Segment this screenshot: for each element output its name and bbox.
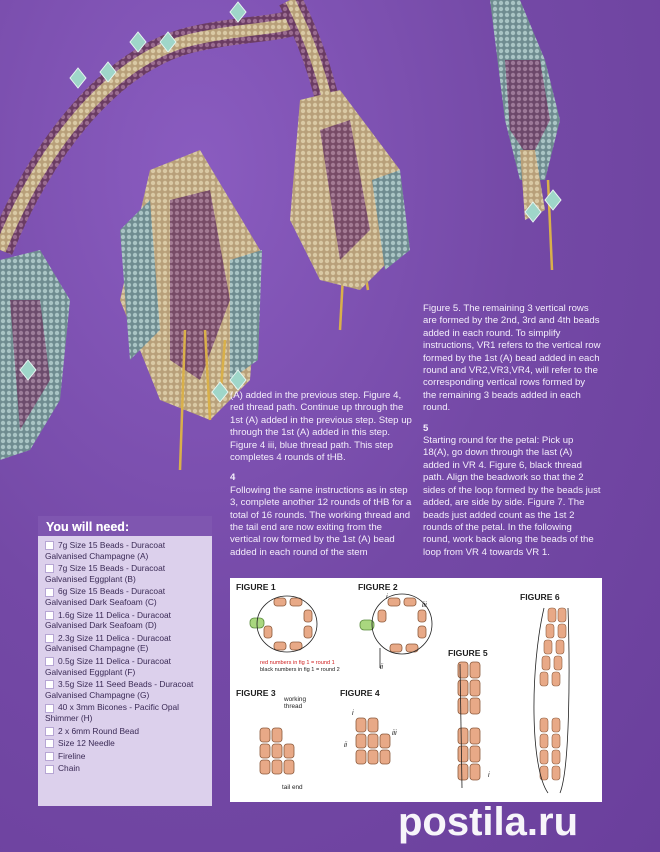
figure-2-label-iii: iii (422, 602, 427, 609)
figure-4-label-iii: iii (392, 730, 397, 737)
checkbox-icon (45, 588, 54, 597)
material-item: 1.6g Size 11 Delica - Duracoat Galvanised Dark Seafoam (D) (45, 609, 171, 631)
material-item: 7g Size 15 Beads - Duracoat Galvanised Champagne (A) (45, 540, 166, 561)
material-item: 6g Size 15 Beads - Duracoat Galvanised Dark Seafoam (C) (45, 586, 166, 607)
figure-4-label-ii: ii (344, 742, 348, 749)
materials-box (38, 516, 212, 806)
materials-title: You will need: (46, 520, 130, 534)
figure-3-working-thread-label: working thread (284, 696, 307, 710)
figure-2-label-ii: ii (380, 664, 384, 671)
material-item: 0.5g Size 11 Delica - Duracoat Galvanised Eggplant (F) (45, 655, 171, 677)
figure-1-title: FIGURE 1 (236, 582, 276, 592)
material-item: 40 x 3mm Bicones - Pacific Opal Shimmer (H) (45, 702, 180, 723)
material-item: 2 x 6mm Round Bead (45, 726, 207, 737)
checkbox-icon (45, 765, 54, 774)
figure-2-label-i: i (386, 594, 388, 601)
checkbox-icon (45, 752, 54, 761)
figure-4-title: FIGURE 4 (340, 688, 380, 698)
material-item: Size 12 Needle (45, 738, 207, 749)
instruction-paragraph: Figure 5. The remaining 3 vertical rows are formed by the 2nd, 3rd and 4th beads added in each round. To simplify instructions, VR1 refers to the vertical row formed by the 1st (A) bead added in each round and VR2,VR3,VR4, will refer to the corresponding vertical rows formed by the remaining 3 beads added in each round. (423, 303, 601, 414)
material-item: 2.3g Size 11 Delica - Duracoat Galvanised Champagne (E) (45, 632, 171, 654)
checkbox-icon (45, 680, 54, 689)
figure-3-title: FIGURE 3 (236, 688, 276, 698)
instruction-paragraph: (A) added in the previous step. Figure 4, red thread path. Continue up through the 1st (A) added in the previous step. Step up through the 1st (A) added in this step. Figure 4 iii, blue thread path. This step completes 4 rounds of tHB. (230, 390, 412, 464)
material-item: Chain (45, 763, 207, 774)
checkbox-icon (45, 727, 54, 736)
figure-3-tail-end-label: tail end (282, 784, 303, 791)
figure-4-label-i: i (352, 710, 354, 717)
material-item: 7g Size 15 Beads - Duracoat Galvanised Eggplant (B) (45, 563, 166, 584)
instructions-column-right (423, 303, 601, 559)
figure-1-note-red: red numbers in fig 1 = round 1 (260, 660, 335, 666)
figure-5-label-i: i (488, 772, 490, 779)
bead-diagrams (230, 578, 602, 802)
figure-6-title: FIGURE 6 (520, 592, 560, 602)
checkbox-icon (45, 657, 54, 666)
figure-5-title: FIGURE 5 (448, 648, 488, 658)
instructions-column-left (230, 390, 415, 559)
material-item: Fireline (45, 751, 207, 762)
checkbox-icon (45, 704, 54, 713)
material-item: 3.5g Size 11 Seed Beads - Duracoat Galvanised Champagne (G) (45, 679, 194, 700)
instruction-paragraph: Starting round for the petal: Pick up 18(A), go down through the last (A) added in VR 4. Figure 6, black thread path. Align the beadwork so that the 2 sides of the loop formed by the beads just added, are side by side. Figure 7. The beads just added count as the 1st 2 rounds of the petal. In the following round, work back along the beads of the loop from VR 4 towards VR 1. (423, 435, 601, 558)
figure-1-note-black: black numbers in fig 1 = round 2 (260, 667, 340, 673)
checkbox-icon (45, 611, 54, 620)
figures-panel (230, 578, 602, 802)
step-number: 4 (230, 472, 236, 484)
instruction-paragraph: Following the same instructions as in step 3, complete another 12 rounds of tHB for a total of 16 rounds. The working thread and the tail end are now exiting from the vertical row formed by the 1st (A) bead added in each round of the stem (230, 484, 412, 558)
checkbox-icon (45, 634, 54, 643)
step-number: 5 (423, 422, 429, 434)
figure-2-title: FIGURE 2 (358, 582, 398, 592)
checkbox-icon (45, 739, 54, 748)
checkbox-icon (45, 564, 54, 573)
watermark: postila.ru (398, 800, 579, 844)
checkbox-icon (45, 541, 54, 550)
materials-list (45, 540, 207, 776)
